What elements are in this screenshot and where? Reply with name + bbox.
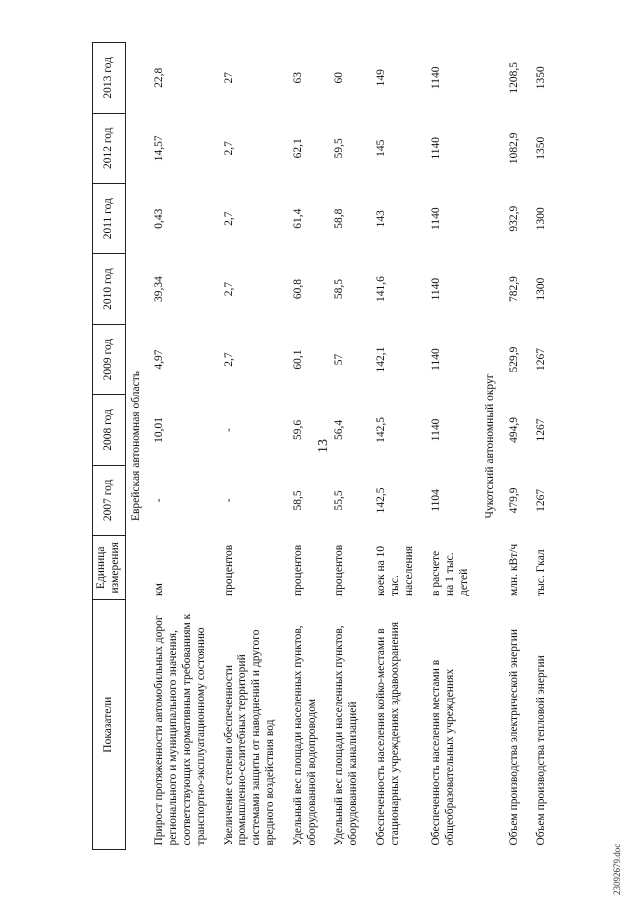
- value-cell: 1140: [430, 136, 443, 160]
- value-cell: 1082,9: [507, 132, 520, 165]
- value-cell: 2,7: [222, 211, 235, 226]
- value-cell: 1140: [430, 277, 443, 301]
- region-row: [480, 43, 502, 850]
- header-year: 2007 год: [93, 465, 126, 535]
- value-cell: 479,9: [507, 487, 520, 514]
- value-cell: 10,01: [153, 417, 166, 443]
- unit-cell: км: [153, 583, 166, 596]
- value-cell: 2,7: [222, 352, 235, 367]
- value-cell: 58,8: [333, 208, 346, 229]
- header-unit: Единица измерения: [93, 536, 126, 600]
- value-cell: 59,6: [291, 419, 304, 441]
- unit-cell: в расчете на 1 тыс. детей: [430, 550, 470, 596]
- value-cell: 60,8: [291, 279, 304, 300]
- value-cell: 782,9: [507, 276, 520, 303]
- header-year: 2011 год: [93, 183, 126, 253]
- value-cell: 58,5: [291, 490, 304, 511]
- header-year: 2012 год: [93, 113, 126, 183]
- value-cell: 1350: [535, 136, 548, 160]
- value-cell: -: [222, 428, 235, 432]
- header-year: 2010 год: [93, 254, 126, 324]
- table-row: [502, 43, 530, 850]
- value-cell: 142,1: [374, 346, 387, 373]
- header-year: 2013 год: [93, 43, 126, 114]
- indicator-cell: Удельный вес площади населенных пунктов, оборудованной водопроводом: [291, 625, 318, 846]
- value-cell: 58,5: [333, 279, 346, 300]
- value-cell: -: [153, 498, 166, 503]
- value-cell: 494,9: [507, 417, 520, 443]
- value-cell: 60: [333, 72, 346, 84]
- indicator-cell: Увеличение степени обеспеченности промышленно-селитебных территорий системами защиты от наводнений и другого вредного воздействия вод: [222, 629, 276, 846]
- value-cell: 27: [222, 72, 235, 84]
- indicator-cell: Объем производства тепловой энергии: [535, 655, 548, 846]
- value-cell: 1140: [430, 66, 443, 90]
- unit-cell: млн. кВт/ч: [507, 543, 520, 596]
- value-cell: 1300: [535, 207, 548, 231]
- value-cell: 1140: [430, 207, 443, 230]
- value-cell: 1208,5: [507, 61, 520, 94]
- table-row: [286, 43, 328, 850]
- indicator-cell: Обеспеченность населения местами в общеобразовательных учреждениях: [430, 659, 457, 846]
- unit-cell: коек на 10 тыс. населения: [374, 545, 415, 596]
- value-cell: 60,1: [291, 349, 304, 370]
- value-cell: 141,6: [374, 276, 387, 303]
- value-cell: 1104: [430, 489, 443, 512]
- value-cell: 1267: [535, 418, 548, 442]
- value-cell: 529,9: [507, 346, 520, 373]
- header-indicator: Показатели: [93, 600, 126, 850]
- indicators-table: [92, 42, 557, 850]
- indicator-cell: Прирост протяженности автомобильных дорог регионального и муниципального значения, соответствующих нормативным требованиям к транспортно-эксплуатационному состоянию: [153, 613, 207, 846]
- table-row: [327, 43, 369, 850]
- header-year: 2008 год: [93, 395, 126, 465]
- table-row: [529, 43, 557, 850]
- value-cell: 1140: [430, 348, 443, 371]
- value-cell: 143: [374, 210, 387, 228]
- value-cell: 1267: [535, 488, 548, 512]
- value-cell: 149: [374, 69, 387, 87]
- table-row: [147, 43, 216, 850]
- value-cell: 4,97: [153, 349, 166, 370]
- unit-cell: тыс. Гкал: [535, 549, 548, 596]
- value-cell: 22,8: [153, 67, 166, 88]
- table-row: [424, 43, 479, 850]
- value-cell: 63: [291, 72, 304, 84]
- value-cell: 59,5: [333, 138, 346, 159]
- value-cell: 1350: [535, 66, 548, 90]
- table-header-row: [93, 43, 126, 850]
- value-cell: 145: [374, 139, 387, 157]
- value-cell: 62,1: [291, 138, 304, 159]
- value-cell: 2,7: [222, 141, 235, 156]
- page-number: 13: [316, 439, 331, 453]
- indicator-cell: Обеспеченность населения койко-местами в стационарных учреждениях здравоохранения: [374, 621, 401, 846]
- value-cell: 61,4: [291, 208, 304, 229]
- region-title: Еврейская автономная область: [129, 370, 142, 522]
- value-cell: 1300: [535, 277, 548, 301]
- value-cell: 57: [333, 353, 346, 366]
- value-cell: 2,7: [222, 281, 235, 297]
- value-cell: 55,5: [333, 490, 346, 511]
- table-row: [217, 43, 286, 850]
- value-cell: 932,9: [507, 205, 520, 232]
- value-cell: 142,5: [374, 487, 387, 514]
- value-cell: 0,43: [153, 208, 166, 229]
- value-cell: -: [222, 498, 235, 503]
- value-cell: 14,57: [153, 135, 166, 162]
- value-cell: 142,5: [374, 417, 387, 443]
- value-cell: 1140: [430, 418, 443, 442]
- value-cell: 56,4: [333, 419, 346, 441]
- region-title: Чукотский автономный округ: [483, 373, 496, 519]
- table-row: [369, 43, 424, 850]
- value-cell: 1267: [535, 348, 548, 372]
- unit-cell: процентов: [222, 544, 235, 596]
- region-row: [125, 43, 147, 850]
- value-cell: 39,34: [153, 276, 166, 303]
- unit-cell: процентов: [291, 544, 304, 596]
- unit-cell: процентов: [333, 544, 346, 596]
- indicator-cell: Объем производства электрической энергии: [507, 628, 520, 846]
- file-name-footer: 23092679.doc: [612, 843, 622, 895]
- indicator-cell: Удельный вес площади населенных пунктов, оборудованной канализацией: [333, 625, 360, 846]
- header-year: 2009 год: [93, 324, 126, 394]
